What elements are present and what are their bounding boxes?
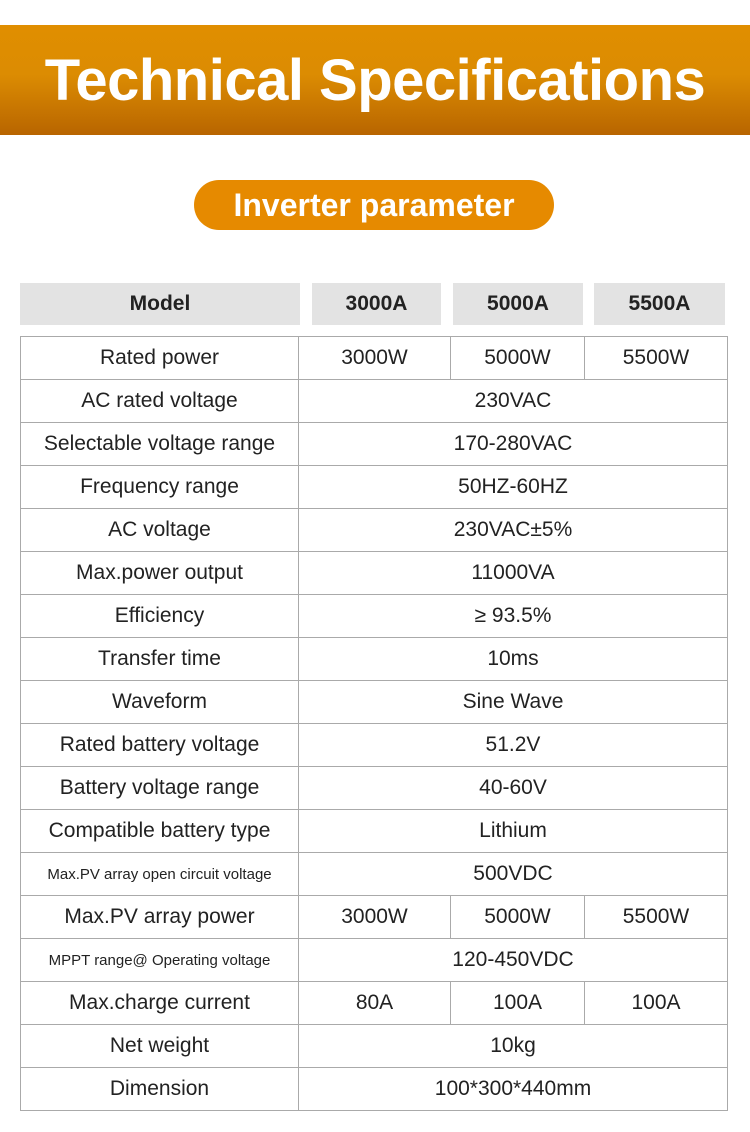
row-label: Efficiency [21,595,299,637]
row-value: 10kg [299,1025,728,1067]
row-value: 230VAC [299,380,728,422]
row-value: 100A [585,982,728,1024]
table-row [21,380,728,423]
row-label: Frequency range [21,466,299,508]
row-value: 10ms [299,638,728,680]
table-row [21,810,728,853]
row-label: Net weight [21,1025,299,1067]
table-row [21,1025,728,1068]
row-label: Battery voltage range [21,767,299,809]
row-label: Max.PV array open circuit voltage [21,853,299,895]
title-banner [0,25,750,135]
row-value: 230VAC±5% [299,509,728,551]
section-title: Inverter parameter [194,180,554,230]
page-title: Technical Specifications [44,47,706,113]
row-value: 5500W [585,896,728,938]
row-value: ≥ 93.5% [299,595,728,637]
row-label: Max.charge current [21,982,299,1024]
table-row [21,638,728,681]
table-row [21,853,728,896]
row-value: Lithium [299,810,728,852]
table-row [21,724,728,767]
table-row [21,466,728,509]
table-row [21,982,728,1025]
row-value: 100A [451,982,585,1024]
row-value: 170-280VAC [299,423,728,465]
row-value: Sine Wave [299,681,728,723]
header-model-5500a: 5500A [594,283,725,325]
row-label: Selectable voltage range [21,423,299,465]
table-row [21,767,728,810]
row-label: Waveform [21,681,299,723]
table-row [21,595,728,638]
row-value: 120-450VDC [299,939,728,981]
row-value: 11000VA [299,552,728,594]
row-label: Dimension [21,1068,299,1110]
row-value: 5500W [585,337,728,379]
row-label: Rated battery voltage [21,724,299,766]
row-value: 3000W [299,896,451,938]
row-value: 5000W [451,337,585,379]
table-row [21,423,728,466]
header-model-3000a: 3000A [312,283,441,325]
table-row [21,509,728,552]
row-label: MPPT range@ Operating voltage [21,939,299,981]
row-value: 51.2V [299,724,728,766]
row-label: Rated power [21,337,299,379]
row-value: 50HZ-60HZ [299,466,728,508]
spec-table [20,336,728,1111]
row-label: AC rated voltage [21,380,299,422]
row-label: Max.PV array power [21,896,299,938]
row-value: 500VDC [299,853,728,895]
table-row [21,896,728,939]
table-row [21,1068,728,1111]
header-model-5000a: 5000A [453,283,583,325]
table-row [21,939,728,982]
header-model: Model [20,283,300,325]
row-label: Compatible battery type [21,810,299,852]
row-label: Transfer time [21,638,299,680]
row-label: AC voltage [21,509,299,551]
table-row [21,337,728,380]
table-row [21,681,728,724]
row-value: 5000W [451,896,585,938]
row-value: 80A [299,982,451,1024]
row-value: 100*300*440mm [299,1068,728,1110]
table-row [21,552,728,595]
row-value: 3000W [299,337,451,379]
row-value: 40-60V [299,767,728,809]
row-label: Max.power output [21,552,299,594]
